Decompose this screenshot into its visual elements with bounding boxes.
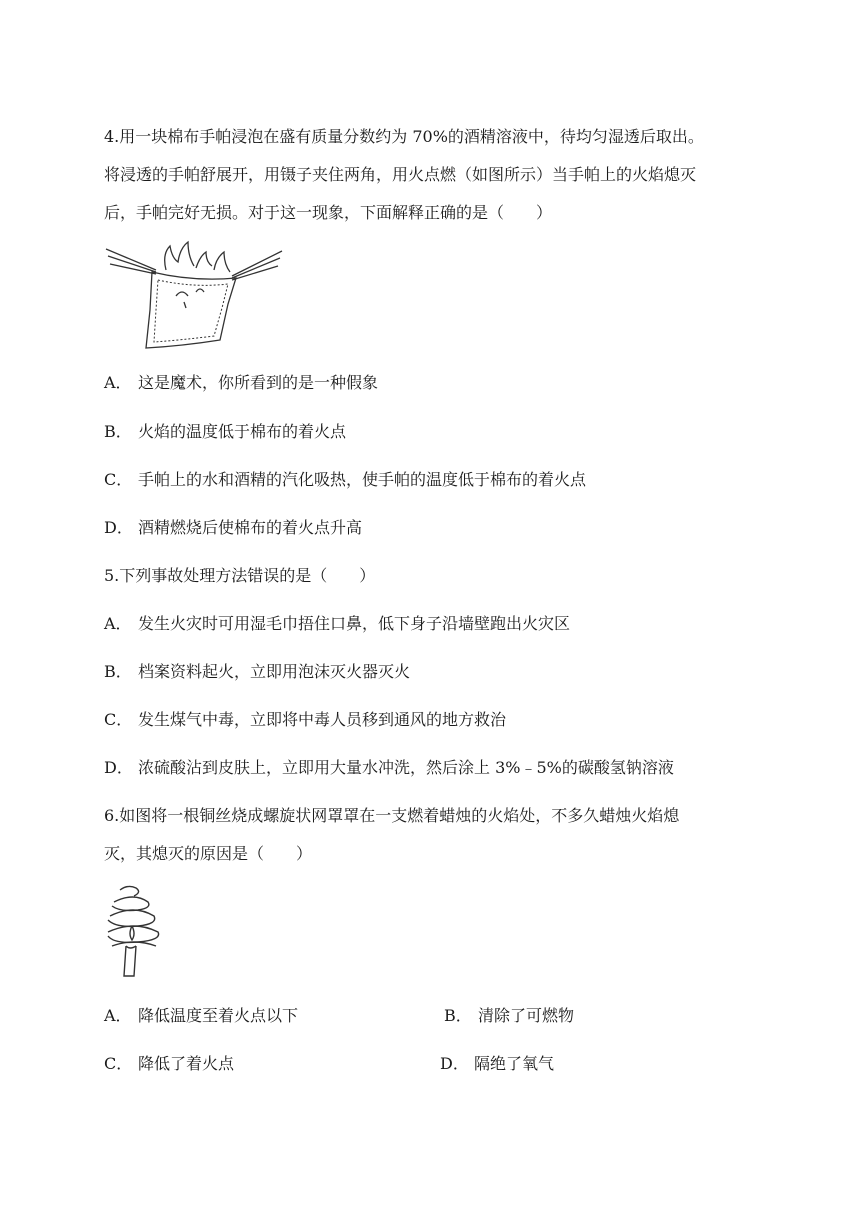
option-letter: D． [440, 1054, 469, 1073]
q4-stem-line-3: 后，手帕完好无损。对于这一现象，下面解释正确的是（ ） [104, 203, 553, 222]
option-letter: B． [104, 422, 132, 441]
option-letter: C． [104, 710, 133, 729]
option-letter: A． [104, 373, 132, 392]
copper-coil-candle-figure [104, 884, 166, 980]
option-text: 发生煤气中毒，立即将中毒人员移到通风的地方救治 [138, 710, 507, 729]
option-letter: D． [104, 518, 133, 537]
q5-option-b [104, 661, 410, 683]
q6-stem-line-1: 6.如图将一根铜丝烧成螺旋状网罩罩在一支燃着蜡烛的火焰处，不多久蜡烛火焰熄 [104, 806, 680, 825]
option-text: 手帕上的水和酒精的汽化吸热，使手帕的温度低于棉布的着火点 [138, 470, 587, 489]
option-letter: B． [444, 1006, 472, 1025]
q6-stem-line-2: 灭，其熄灭的原因是（ ） [104, 844, 313, 863]
option-letter: B． [104, 662, 132, 681]
option-text: 降低了着火点 [138, 1054, 235, 1073]
option-letter: C． [104, 1054, 133, 1073]
q4-option-c [104, 469, 586, 491]
burning-handkerchief-figure [104, 240, 286, 358]
q4-stem-line-2: 将浸透的手帕舒展开，用镊子夹住两角，用火点燃（如图所示）当手帕上的火焰熄灭 [104, 165, 697, 184]
option-text: 清除了可燃物 [478, 1006, 575, 1025]
q4-option-d [104, 517, 362, 539]
q6-option-d [440, 1053, 554, 1075]
q6-option-a [104, 1005, 298, 1027]
option-letter: A． [104, 614, 132, 633]
q5-option-d [104, 757, 674, 779]
q6-option-b [444, 1005, 574, 1027]
q5-option-c [104, 709, 506, 731]
option-text: 浓硫酸沾到皮肤上，立即用大量水冲洗，然后涂上 3%﹣5%的碳酸氢钠溶液 [138, 758, 674, 777]
q5-stem-line-1: 5.下列事故处理方法错误的是（ ） [104, 566, 376, 585]
option-letter: D． [104, 758, 133, 777]
option-text: 火焰的温度低于棉布的着火点 [138, 422, 347, 441]
option-letter: C． [104, 470, 133, 489]
option-text: 这是魔术，你所看到的是一种假象 [138, 373, 379, 392]
q4-option-b [104, 421, 346, 443]
option-text: 档案资料起火，立即用泡沫灭火器灭火 [138, 662, 411, 681]
option-text: 隔绝了氧气 [474, 1054, 555, 1073]
option-text: 发生火灾时可用湿毛巾捂住口鼻，低下身子沿墙壁跑出火灾区 [138, 614, 571, 633]
q4-option-a [104, 372, 378, 394]
q4-stem-line-1: 4.用一块棉布手帕浸泡在盛有质量分数约为 70%的酒精溶液中，待均匀湿透后取出。 [104, 127, 704, 146]
q5-option-a [104, 613, 570, 635]
option-text: 酒精燃烧后使棉布的着火点升高 [138, 518, 363, 537]
q6-option-c [104, 1053, 234, 1075]
option-letter: A． [104, 1006, 132, 1025]
option-text: 降低温度至着火点以下 [138, 1006, 299, 1025]
